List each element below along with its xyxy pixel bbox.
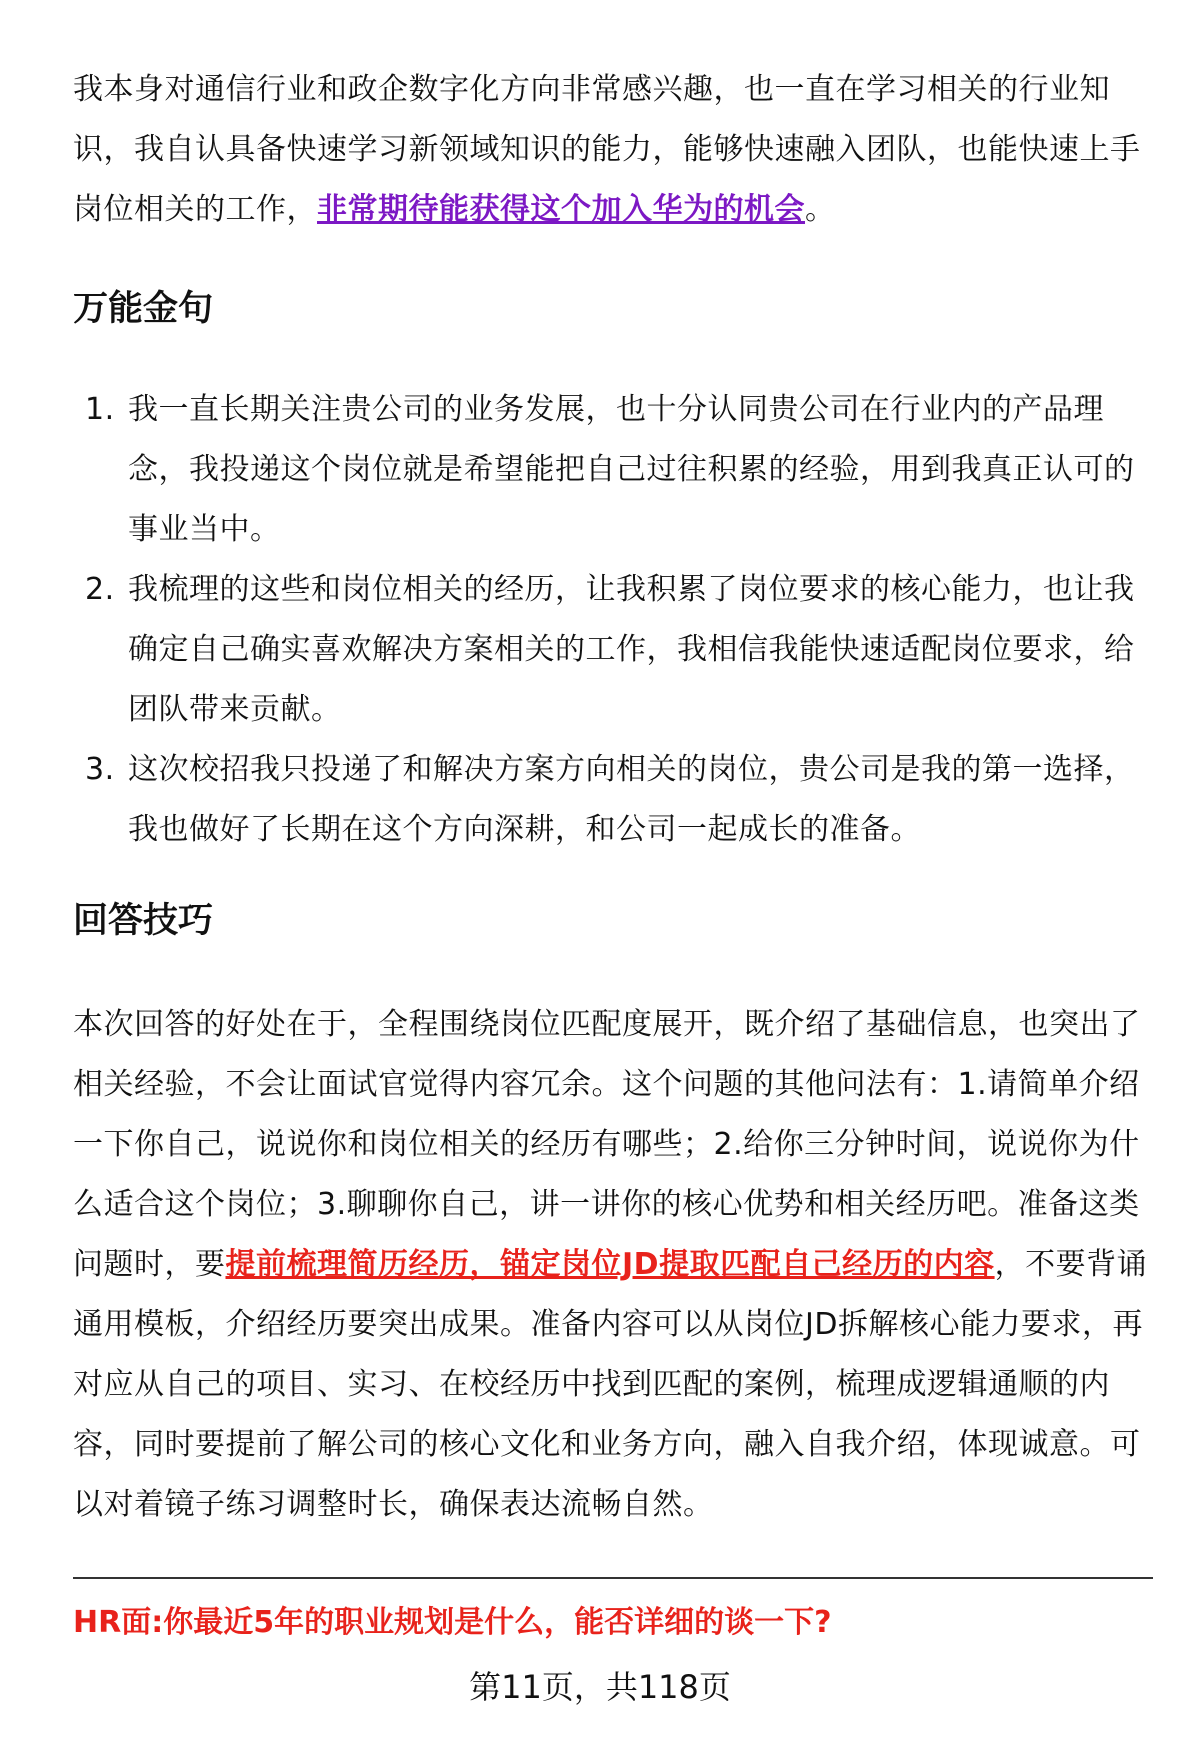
list-item <box>73 380 1153 560</box>
intro-highlight: 非常期待能获得这个加入华为的机会 <box>317 192 805 227</box>
list-item-number: 2. <box>85 572 115 607</box>
intro-text: 我本身对通信行业和政企数字化方向非常感兴趣，也一直在学习相关的行业知识，我自认具备快速学习新领域知识的能力，能够快速融入团队，也能快速上手岗位相关的工作， <box>73 72 1141 227</box>
golden-sentence-list <box>73 380 1153 860</box>
page-number: 第11页，共118页 <box>469 1668 731 1706</box>
list-item-number: 1. <box>85 392 115 427</box>
tips-paragraph <box>73 995 1153 1535</box>
list-item-text: 我梳理的这些和岗位相关的经历，让我积累了岗位要求的核心能力，也让我确定自己确实喜欢解决方案相关的工作，我相信我能快速适配岗位要求，给团队带来贡献。 <box>128 572 1135 727</box>
next-question-heading: HR面:你最近5年的职业规划是什么，能否详细的谈一下? <box>73 1605 832 1640</box>
section-title-golden: 万能金句 <box>73 289 214 329</box>
intro-paragraph <box>73 60 1153 240</box>
tips-highlight: 提前梳理简历经历，锚定岗位JD提取匹配自己经历的内容 <box>225 1247 995 1282</box>
list-item <box>73 740 1153 860</box>
tips-text-before: 本次回答的好处在于，全程围绕岗位匹配度展开，既介绍了基础信息，也突出了相关经验，不会让面试官觉得内容冗余。这个问题的其他问法有：1.请简单介绍一下你自己，说说你和岗位相关的经历有哪些；2.给你三分钟时间，说说你为什么适合这个岗位；3.聊聊你自己，讲一讲你的核心优势和相关经历吧。准备这类问题时，要 <box>73 1007 1141 1282</box>
list-item <box>73 560 1153 740</box>
section-title-tips: 回答技巧 <box>73 901 214 941</box>
tips-text-after: ，不要背诵通用模板，介绍经历要突出成果。准备内容可以从岗位JD拆解核心能力要求，再对应从自己的项目、实习、在校经历中找到匹配的案例，梳理成逻辑通顺的内容，同时要提前了解公司的核心文化和业务方向，融入自我介绍，体现诚意。可以对着镜子练习调整时长，确保表达流畅自然。 <box>73 1247 1148 1522</box>
intro-end: 。 <box>805 192 836 227</box>
list-item-text: 我一直长期关注贵公司的业务发展，也十分认同贵公司在行业内的产品理念，我投递这个岗位就是希望能把自己过往积累的经验，用到我真正认可的事业当中。 <box>128 392 1135 547</box>
list-item-text: 这次校招我只投递了和解决方案方向相关的岗位，贵公司是我的第一选择，我也做好了长期在这个方向深耕，和公司一起成长的准备。 <box>128 752 1135 847</box>
list-item-number: 3. <box>85 752 115 787</box>
divider <box>73 1577 1153 1579</box>
